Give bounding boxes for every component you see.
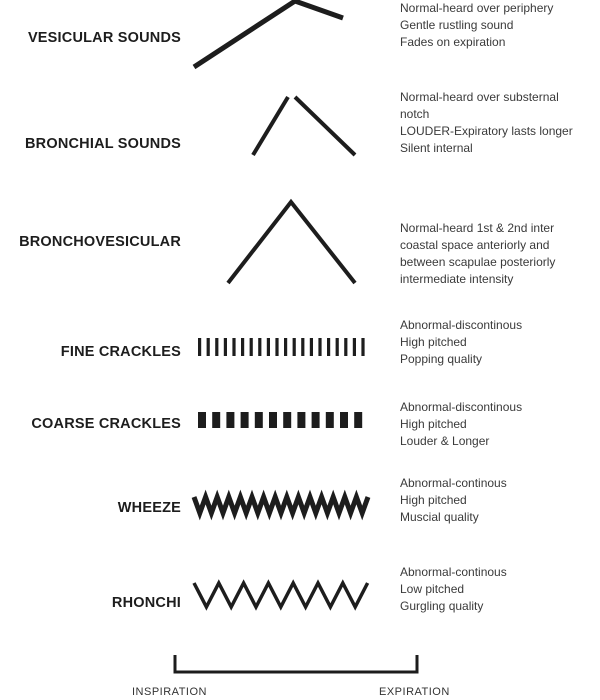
fine-crackle-tick <box>232 338 235 356</box>
coarse-crackle-tick <box>198 412 206 428</box>
fine-crackle-tick <box>344 338 347 356</box>
axis-label-expiration: EXPIRATION <box>379 686 450 698</box>
description-coarse-crackles <box>400 399 595 450</box>
vesicular-icon <box>185 0 355 75</box>
row-label-wheeze: WHEEZE <box>117 500 181 516</box>
row-label-vesicular: VESICULAR SOUNDS <box>27 30 181 46</box>
fine-crackle-tick <box>327 338 330 356</box>
desc-line: intermediate intensity <box>400 272 514 286</box>
desc-line: LOUDER-Expiratory lasts longer <box>400 124 573 138</box>
fine-crackle-tick <box>258 338 261 356</box>
fine-crackle-tick <box>301 338 304 356</box>
description-bronchial <box>400 89 595 157</box>
description-wheeze <box>400 475 595 526</box>
coarse-crackle-tick <box>297 412 305 428</box>
description-bronchovesicular <box>400 220 595 288</box>
fine-crackle-tick <box>318 338 321 356</box>
desc-line: High pitched <box>400 493 467 507</box>
desc-line: Louder & Longer <box>400 434 490 448</box>
desc-line: Normal-heard 1st & 2nd inter <box>400 221 555 235</box>
coarse-crackle-tick <box>340 412 348 428</box>
desc-line: Low pitched <box>400 582 465 596</box>
desc-line: Muscial quality <box>400 510 479 524</box>
row-label-fine-crackles: FINE CRACKLES <box>60 344 181 360</box>
fine-crackle-tick <box>267 338 270 356</box>
wheeze-icon <box>190 490 370 522</box>
row-label-bronchial: BRONCHIAL SOUNDS <box>25 136 181 152</box>
fine-crackles-icon <box>190 330 375 365</box>
coarse-crackle-tick <box>354 412 362 428</box>
desc-line: Normal-heard over periphery <box>400 1 554 15</box>
desc-line: High pitched <box>400 335 467 349</box>
row-label-rhonchi: RHONCHI <box>111 595 181 611</box>
fine-crackle-tick <box>284 338 287 356</box>
desc-line: notch <box>400 107 430 121</box>
rhonchi-icon <box>190 578 370 612</box>
fine-crackle-tick <box>293 338 296 356</box>
axis-label-inspiration: INSPIRATION <box>132 686 207 698</box>
desc-line: High pitched <box>400 417 467 431</box>
desc-line: coastal space anteriorly and <box>400 238 550 252</box>
row-label-bronchovesicular: BRONCHOVESICULAR <box>19 234 181 250</box>
fine-crackle-tick <box>241 338 244 356</box>
row-label-coarse-crackles: COARSE CRACKLES <box>31 416 181 432</box>
fine-crackle-tick <box>250 338 253 356</box>
coarse-crackle-tick <box>226 412 234 428</box>
desc-line: Silent internal <box>400 141 473 155</box>
desc-line: between scapulae posteriorly <box>400 255 556 269</box>
fine-crackle-tick <box>336 338 339 356</box>
desc-line: Popping quality <box>400 352 483 366</box>
fine-crackle-tick <box>353 338 356 356</box>
desc-line: Abnormal-discontinous <box>400 318 523 332</box>
desc-line: Normal-heard over substernal <box>400 90 559 104</box>
description-vesicular <box>400 0 595 51</box>
coarse-crackle-tick <box>269 412 277 428</box>
coarse-crackle-tick <box>212 412 220 428</box>
coarse-crackle-tick <box>326 412 334 428</box>
fine-crackle-tick <box>361 338 364 356</box>
desc-line: Gentle rustling sound <box>400 18 514 32</box>
fine-crackle-tick <box>215 338 218 356</box>
bronchial-icon <box>245 90 365 160</box>
coarse-crackle-tick <box>312 412 320 428</box>
desc-line: Abnormal-discontinous <box>400 400 523 414</box>
desc-line: Fades on expiration <box>400 35 506 49</box>
desc-line: Abnormal-continous <box>400 565 507 579</box>
coarse-crackle-tick <box>241 412 249 428</box>
fine-crackle-tick <box>224 338 227 356</box>
fine-crackle-tick <box>198 338 201 356</box>
description-rhonchi <box>400 564 595 615</box>
description-fine-crackles <box>400 317 595 368</box>
desc-line: Gurgling quality <box>400 599 484 613</box>
coarse-crackle-tick <box>255 412 263 428</box>
inspiration-expiration-bracket <box>170 652 425 677</box>
fine-crackle-tick <box>310 338 313 356</box>
fine-crackle-tick <box>207 338 210 356</box>
coarse-crackle-tick <box>283 412 291 428</box>
desc-line: Abnormal-continous <box>400 476 507 490</box>
bronchovesicular-icon <box>220 195 365 290</box>
coarse-crackles-icon <box>190 405 375 435</box>
fine-crackle-tick <box>275 338 278 356</box>
